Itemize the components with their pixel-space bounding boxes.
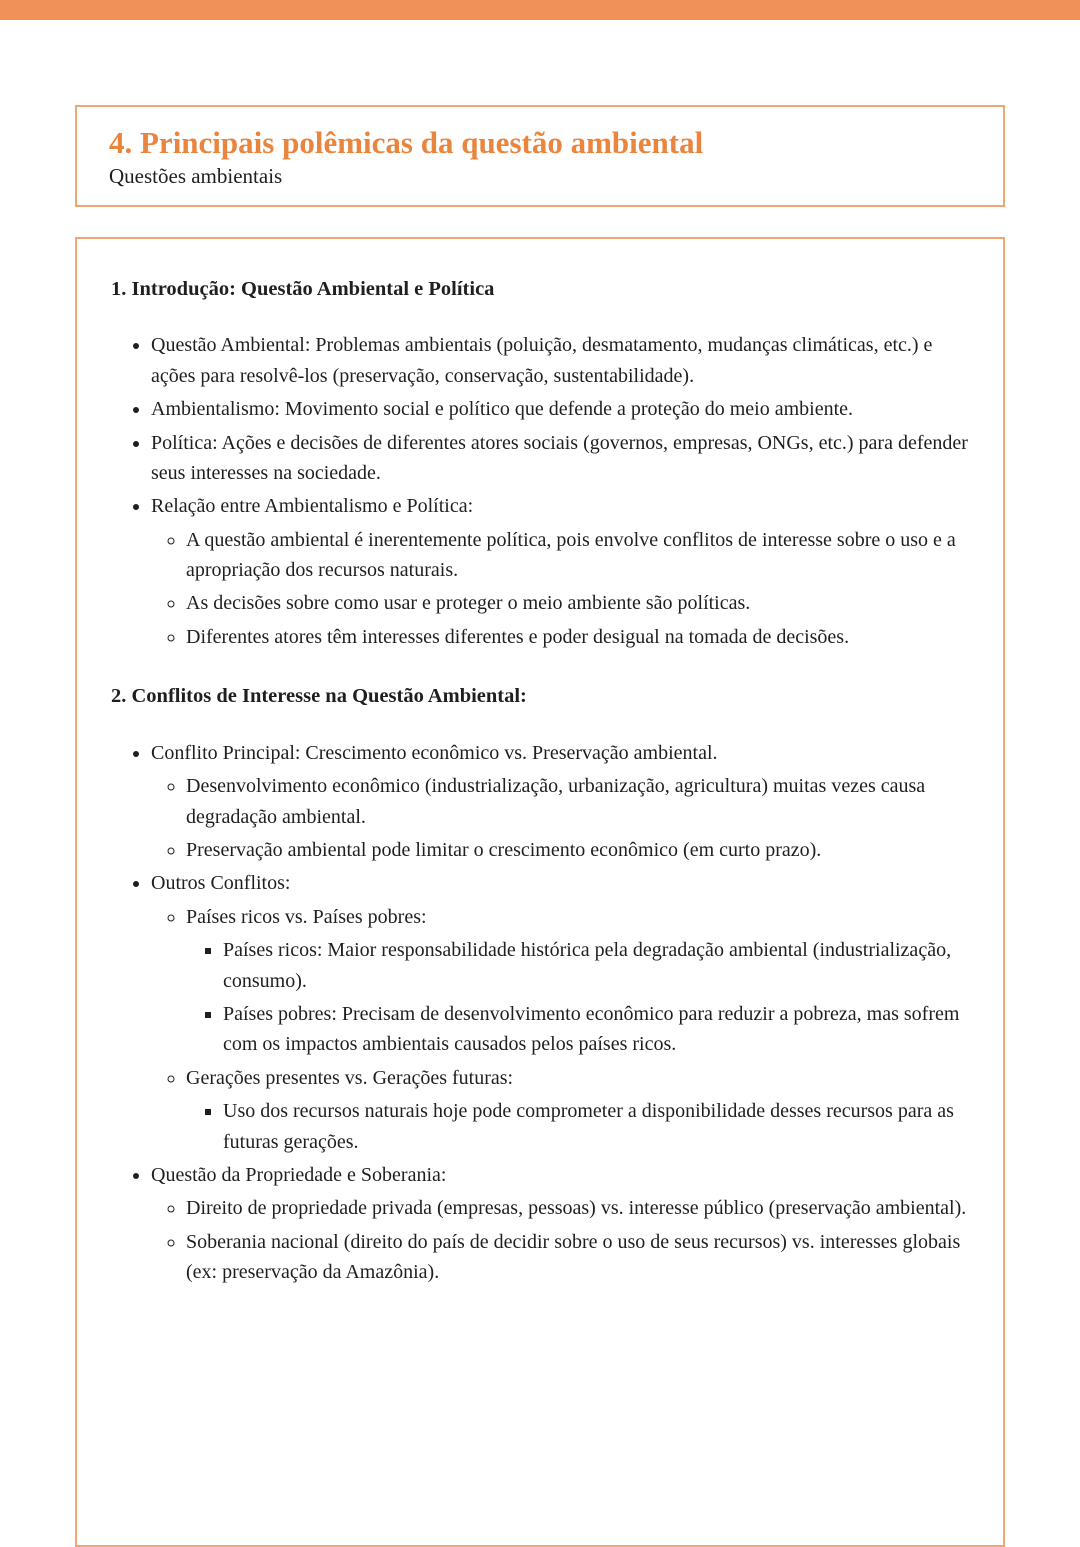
section-2-list	[111, 738, 969, 1288]
list-item-text: Relação entre Ambientalismo e Política:	[151, 495, 474, 518]
section-1-list	[111, 330, 969, 652]
page-title: 4. Principais polêmicas da questão ambiental	[109, 125, 704, 160]
list-item-text: Preservação ambiental pode limitar o crescimento econômico (em curto prazo).	[186, 839, 822, 862]
list-item-text: Ambientalismo: Movimento social e político que defende a proteção do meio ambiente.	[151, 398, 854, 421]
list-item-text: Questão da Propriedade e Soberania:	[151, 1164, 447, 1186]
list-item	[186, 525, 969, 586]
list-item	[151, 1160, 969, 1288]
list-item-text: Países ricos: Maior responsabilidade histórica pela degradação ambiental (industrialização, consumo).	[223, 939, 952, 992]
list-item-text: Conflito Principal: Crescimento econômico vs. Preservação ambiental.	[151, 741, 718, 764]
top-accent-bar	[0, 0, 1080, 20]
list-item	[186, 835, 969, 865]
list-item	[186, 1227, 969, 1288]
sub-list	[151, 1193, 969, 1287]
list-item	[151, 394, 969, 424]
list-item-text: Países ricos vs. Países pobres:	[186, 905, 427, 928]
sub-list	[151, 902, 969, 1157]
page-subtitle: Questões ambientais	[109, 163, 283, 188]
list-item-text: Desenvolvimento econômico (industrialização, urbanização, agricultura) muitas vezes causa degradação ambiental.	[186, 775, 926, 828]
list-item	[186, 588, 969, 618]
list-item	[223, 935, 969, 996]
list-item-text: Gerações presentes vs. Gerações futuras:	[186, 1066, 514, 1089]
list-item	[223, 999, 969, 1060]
list-item	[186, 1063, 969, 1157]
section-1-heading: 1. Introdução: Questão Ambiental e Política	[111, 277, 495, 300]
list-item	[186, 1193, 969, 1223]
list-item-text: Questão Ambiental: Problemas ambientais (poluição, desmatamento, mudanças climáticas, etc.) e ações para resolvê-los (preservação, conservação, sustentabilidade).	[151, 334, 933, 387]
list-item-text: Política: Ações e decisões de diferentes atores sociais (governos, empresas, ONGs, etc.) para defender seus interesses na sociedade.	[151, 431, 968, 484]
list-item	[151, 330, 969, 391]
sub-sub-list	[186, 935, 969, 1060]
content-box	[75, 237, 1005, 1547]
title-box	[75, 105, 1005, 207]
list-item-text: Uso dos recursos naturais hoje pode comprometer a disponibilidade desses recursos para as futuras gerações.	[223, 1100, 954, 1153]
list-item-text: Outros Conflitos:	[151, 872, 291, 895]
list-item	[186, 771, 969, 832]
list-item	[151, 491, 969, 652]
list-item-text: As decisões sobre como usar e proteger o meio ambiente são políticas.	[186, 592, 751, 615]
list-item	[151, 868, 969, 1157]
list-item	[186, 622, 969, 652]
list-item-text: Países pobres: Precisam de desenvolvimento econômico para reduzir a pobreza, mas sofrem com os impactos ambientais causados pelos países ricos.	[223, 1003, 960, 1056]
list-item	[151, 738, 969, 866]
sub-list	[151, 771, 969, 865]
list-item	[186, 902, 969, 1060]
section-2-heading: 2. Conflitos de Interesse na Questão Ambiental:	[111, 685, 527, 708]
sub-sub-list	[186, 1096, 969, 1157]
sub-list	[151, 525, 969, 653]
list-item	[223, 1096, 969, 1157]
list-item-text: Soberania nacional (direito do país de decidir sobre o uso de seus recursos) vs. interesses globais (ex: preservação da Amazônia).	[186, 1230, 961, 1284]
list-item-text: Diferentes atores têm interesses diferentes e poder desigual na tomada de decisões.	[186, 625, 850, 648]
list-item-text: Direito de propriedade privada (empresas, pessoas) vs. interesse público (preservação ambiental).	[186, 1197, 967, 1220]
list-item	[151, 428, 969, 489]
list-item-text: A questão ambiental é inerentemente política, pois envolve conflitos de interesse sobre o uso e a apropriação dos recursos naturais.	[186, 528, 956, 582]
